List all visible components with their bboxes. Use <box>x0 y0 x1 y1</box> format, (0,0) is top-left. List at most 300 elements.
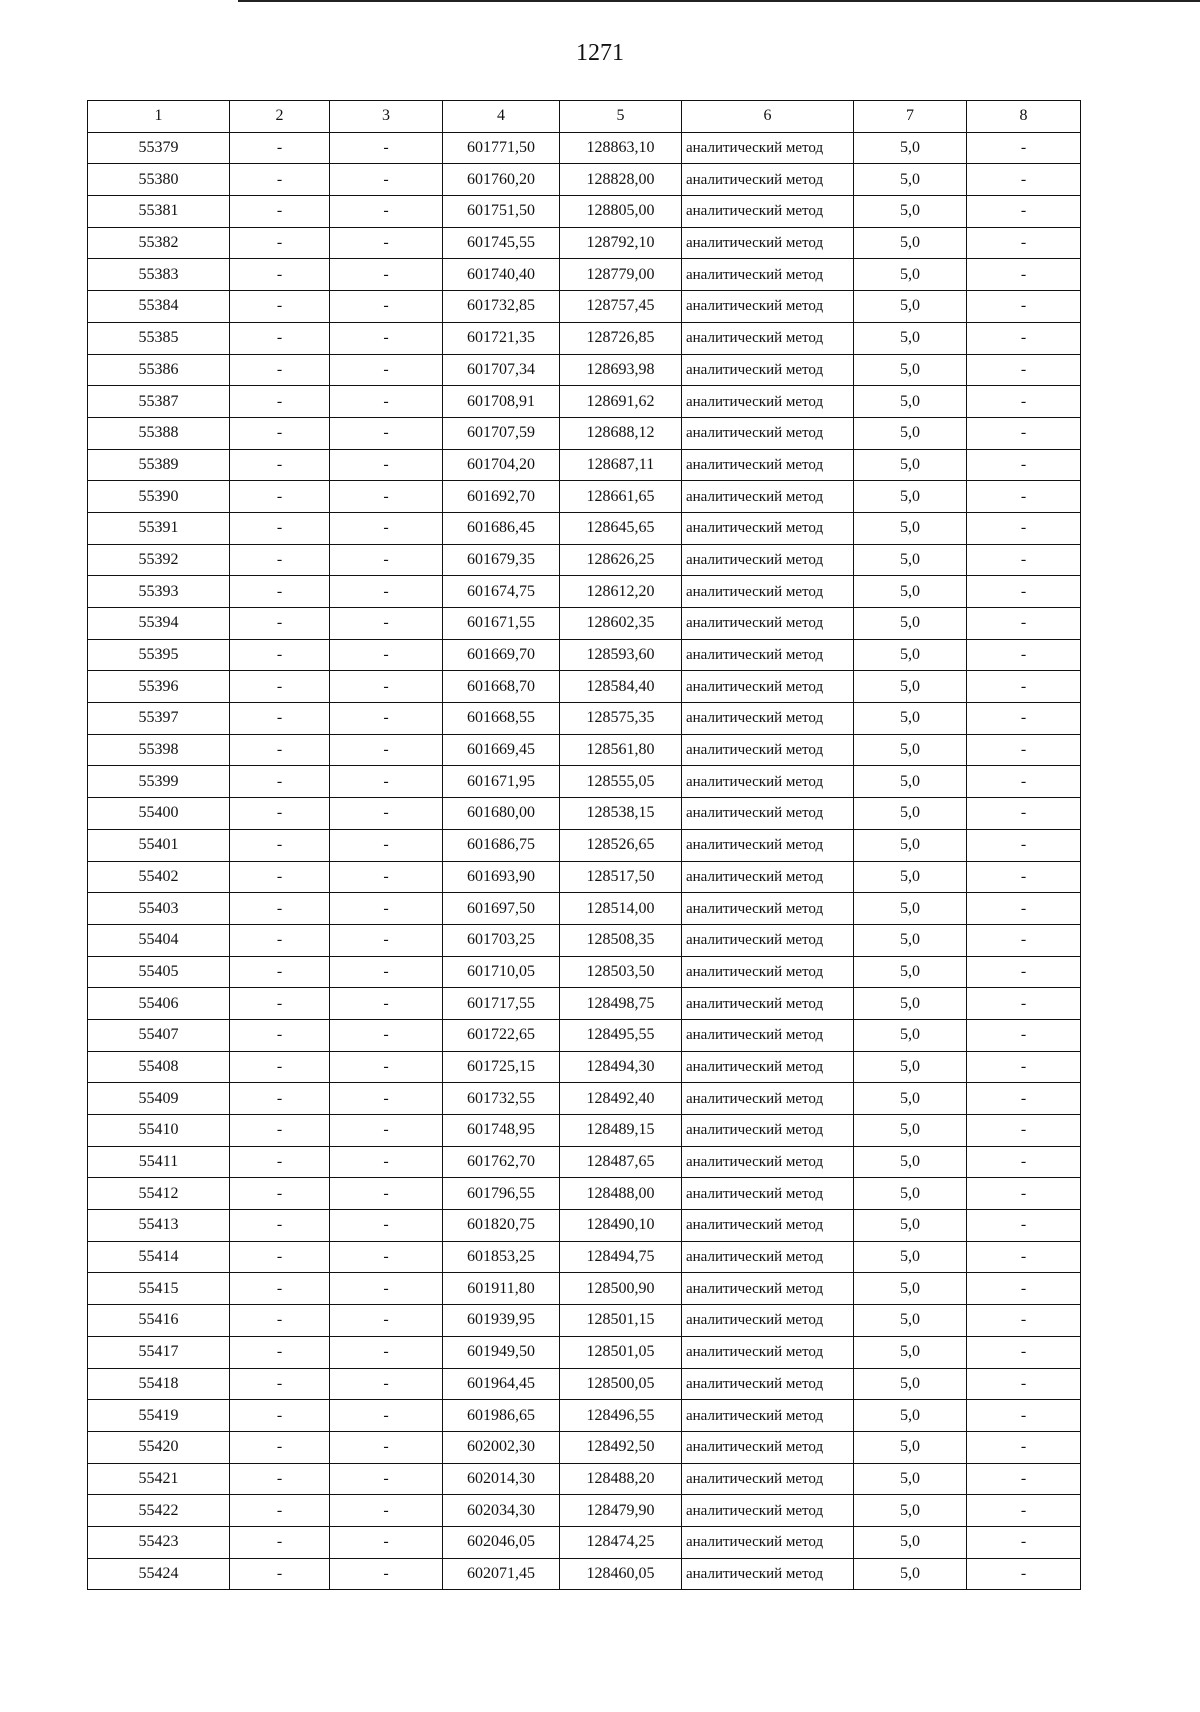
table-row <box>88 1368 1081 1400</box>
table-row <box>88 544 1081 576</box>
x-coordinate-cell: 601717,55 <box>443 988 560 1020</box>
accuracy-cell: 5,0 <box>854 164 967 196</box>
y-coordinate-cell: 128479,90 <box>560 1495 682 1527</box>
method-cell: аналитический метод <box>682 988 854 1020</box>
point-number-cell: 55420 <box>88 1431 230 1463</box>
col2-cell: - <box>230 1400 330 1432</box>
col3-cell: - <box>330 1400 443 1432</box>
col3-cell: - <box>330 734 443 766</box>
col8-cell: - <box>967 956 1081 988</box>
accuracy-cell: 5,0 <box>854 1241 967 1273</box>
method-cell: аналитический метод <box>682 861 854 893</box>
point-number-cell: 55417 <box>88 1336 230 1368</box>
col8-cell: - <box>967 1210 1081 1242</box>
col8-cell: - <box>967 1336 1081 1368</box>
x-coordinate-cell: 601707,59 <box>443 417 560 449</box>
column-header: 6 <box>682 101 854 133</box>
col8-cell: - <box>967 544 1081 576</box>
col3-cell: - <box>330 1368 443 1400</box>
col8-cell: - <box>967 829 1081 861</box>
y-coordinate-cell: 128500,90 <box>560 1273 682 1305</box>
accuracy-cell: 5,0 <box>854 798 967 830</box>
table-row <box>88 1051 1081 1083</box>
point-number-cell: 55415 <box>88 1273 230 1305</box>
y-coordinate-cell: 128514,00 <box>560 893 682 925</box>
point-number-cell: 55402 <box>88 861 230 893</box>
col8-cell: - <box>967 924 1081 956</box>
col2-cell: - <box>230 1273 330 1305</box>
x-coordinate-cell: 601732,55 <box>443 1083 560 1115</box>
point-number-cell: 55410 <box>88 1115 230 1147</box>
col8-cell: - <box>967 703 1081 735</box>
accuracy-cell: 5,0 <box>854 924 967 956</box>
method-cell: аналитический метод <box>682 354 854 386</box>
col3-cell: - <box>330 164 443 196</box>
col2-cell: - <box>230 1019 330 1051</box>
point-number-cell: 55423 <box>88 1526 230 1558</box>
y-coordinate-cell: 128498,75 <box>560 988 682 1020</box>
accuracy-cell: 5,0 <box>854 1305 967 1337</box>
col2-cell: - <box>230 766 330 798</box>
col8-cell: - <box>967 1558 1081 1590</box>
col3-cell: - <box>330 829 443 861</box>
col8-cell: - <box>967 766 1081 798</box>
accuracy-cell: 5,0 <box>854 1051 967 1083</box>
y-coordinate-cell: 128555,05 <box>560 766 682 798</box>
x-coordinate-cell: 602014,30 <box>443 1463 560 1495</box>
point-number-cell: 55391 <box>88 512 230 544</box>
point-number-cell: 55398 <box>88 734 230 766</box>
col8-cell: - <box>967 1019 1081 1051</box>
table-row <box>88 1526 1081 1558</box>
x-coordinate-cell: 601671,95 <box>443 766 560 798</box>
accuracy-cell: 5,0 <box>854 322 967 354</box>
col8-cell: - <box>967 1368 1081 1400</box>
coordinates-table <box>87 100 1081 1590</box>
x-coordinate-cell: 601707,34 <box>443 354 560 386</box>
col3-cell: - <box>330 703 443 735</box>
y-coordinate-cell: 128645,65 <box>560 512 682 544</box>
col3-cell: - <box>330 639 443 671</box>
accuracy-cell: 5,0 <box>854 576 967 608</box>
y-coordinate-cell: 128688,12 <box>560 417 682 449</box>
table-row <box>88 1305 1081 1337</box>
table-row <box>88 988 1081 1020</box>
method-cell: аналитический метод <box>682 449 854 481</box>
col3-cell: - <box>330 671 443 703</box>
method-cell: аналитический метод <box>682 132 854 164</box>
col2-cell: - <box>230 703 330 735</box>
col2-cell: - <box>230 1368 330 1400</box>
col8-cell: - <box>967 322 1081 354</box>
table-row <box>88 1115 1081 1147</box>
method-cell: аналитический метод <box>682 829 854 861</box>
accuracy-cell: 5,0 <box>854 1336 967 1368</box>
col8-cell: - <box>967 1400 1081 1432</box>
point-number-cell: 55419 <box>88 1400 230 1432</box>
accuracy-cell: 5,0 <box>854 956 967 988</box>
method-cell: аналитический метод <box>682 417 854 449</box>
x-coordinate-cell: 601748,95 <box>443 1115 560 1147</box>
col8-cell: - <box>967 512 1081 544</box>
point-number-cell: 55401 <box>88 829 230 861</box>
point-number-cell: 55390 <box>88 481 230 513</box>
col2-cell: - <box>230 639 330 671</box>
col2-cell: - <box>230 132 330 164</box>
col2-cell: - <box>230 1495 330 1527</box>
point-number-cell: 55396 <box>88 671 230 703</box>
col2-cell: - <box>230 798 330 830</box>
table-row <box>88 829 1081 861</box>
y-coordinate-cell: 128496,55 <box>560 1400 682 1432</box>
column-header: 8 <box>967 101 1081 133</box>
x-coordinate-cell: 601686,75 <box>443 829 560 861</box>
accuracy-cell: 5,0 <box>854 1400 967 1432</box>
col8-cell: - <box>967 671 1081 703</box>
table-row <box>88 1210 1081 1242</box>
table-row <box>88 1336 1081 1368</box>
x-coordinate-cell: 601704,20 <box>443 449 560 481</box>
point-number-cell: 55413 <box>88 1210 230 1242</box>
col3-cell: - <box>330 291 443 323</box>
table-row <box>88 608 1081 640</box>
point-number-cell: 55387 <box>88 386 230 418</box>
point-number-cell: 55383 <box>88 259 230 291</box>
y-coordinate-cell: 128863,10 <box>560 132 682 164</box>
col3-cell: - <box>330 417 443 449</box>
method-cell: аналитический метод <box>682 227 854 259</box>
table-row <box>88 639 1081 671</box>
table-row <box>88 227 1081 259</box>
col2-cell: - <box>230 988 330 1020</box>
x-coordinate-cell: 601760,20 <box>443 164 560 196</box>
col3-cell: - <box>330 1241 443 1273</box>
x-coordinate-cell: 601686,45 <box>443 512 560 544</box>
table-row <box>88 481 1081 513</box>
table-row <box>88 196 1081 228</box>
table-row <box>88 861 1081 893</box>
y-coordinate-cell: 128593,60 <box>560 639 682 671</box>
x-coordinate-cell: 601722,65 <box>443 1019 560 1051</box>
y-coordinate-cell: 128612,20 <box>560 576 682 608</box>
x-coordinate-cell: 601669,70 <box>443 639 560 671</box>
col3-cell: - <box>330 132 443 164</box>
table-row <box>88 386 1081 418</box>
col8-cell: - <box>967 576 1081 608</box>
point-number-cell: 55400 <box>88 798 230 830</box>
accuracy-cell: 5,0 <box>854 1273 967 1305</box>
method-cell: аналитический метод <box>682 639 854 671</box>
point-number-cell: 55414 <box>88 1241 230 1273</box>
col3-cell: - <box>330 386 443 418</box>
y-coordinate-cell: 128501,05 <box>560 1336 682 1368</box>
col2-cell: - <box>230 196 330 228</box>
x-coordinate-cell: 602034,30 <box>443 1495 560 1527</box>
table-row <box>88 924 1081 956</box>
x-coordinate-cell: 601762,70 <box>443 1146 560 1178</box>
col8-cell: - <box>967 1241 1081 1273</box>
y-coordinate-cell: 128474,25 <box>560 1526 682 1558</box>
accuracy-cell: 5,0 <box>854 861 967 893</box>
col3-cell: - <box>330 512 443 544</box>
x-coordinate-cell: 601732,85 <box>443 291 560 323</box>
col8-cell: - <box>967 132 1081 164</box>
method-cell: аналитический метод <box>682 259 854 291</box>
table-row <box>88 354 1081 386</box>
col3-cell: - <box>330 544 443 576</box>
col3-cell: - <box>330 608 443 640</box>
accuracy-cell: 5,0 <box>854 829 967 861</box>
col3-cell: - <box>330 1083 443 1115</box>
col8-cell: - <box>967 1051 1081 1083</box>
x-coordinate-cell: 601853,25 <box>443 1241 560 1273</box>
method-cell: аналитический метод <box>682 1146 854 1178</box>
method-cell: аналитический метод <box>682 798 854 830</box>
method-cell: аналитический метод <box>682 703 854 735</box>
y-coordinate-cell: 128492,40 <box>560 1083 682 1115</box>
table-row <box>88 449 1081 481</box>
accuracy-cell: 5,0 <box>854 1368 967 1400</box>
method-cell: аналитический метод <box>682 1115 854 1147</box>
x-coordinate-cell: 601771,50 <box>443 132 560 164</box>
col3-cell: - <box>330 1273 443 1305</box>
method-cell: аналитический метод <box>682 1526 854 1558</box>
col8-cell: - <box>967 1083 1081 1115</box>
table-row <box>88 1273 1081 1305</box>
method-cell: аналитический метод <box>682 1273 854 1305</box>
x-coordinate-cell: 602071,45 <box>443 1558 560 1590</box>
col3-cell: - <box>330 1558 443 1590</box>
accuracy-cell: 5,0 <box>854 1146 967 1178</box>
accuracy-cell: 5,0 <box>854 1463 967 1495</box>
point-number-cell: 55412 <box>88 1178 230 1210</box>
x-coordinate-cell: 601708,91 <box>443 386 560 418</box>
point-number-cell: 55385 <box>88 322 230 354</box>
accuracy-cell: 5,0 <box>854 1431 967 1463</box>
accuracy-cell: 5,0 <box>854 639 967 671</box>
col3-cell: - <box>330 227 443 259</box>
x-coordinate-cell: 602046,05 <box>443 1526 560 1558</box>
point-number-cell: 55405 <box>88 956 230 988</box>
y-coordinate-cell: 128489,15 <box>560 1115 682 1147</box>
y-coordinate-cell: 128526,65 <box>560 829 682 861</box>
table-row <box>88 1178 1081 1210</box>
table-row <box>88 576 1081 608</box>
table-row <box>88 1463 1081 1495</box>
x-coordinate-cell: 601671,55 <box>443 608 560 640</box>
method-cell: аналитический метод <box>682 1495 854 1527</box>
point-number-cell: 55389 <box>88 449 230 481</box>
accuracy-cell: 5,0 <box>854 196 967 228</box>
col3-cell: - <box>330 956 443 988</box>
col8-cell: - <box>967 988 1081 1020</box>
x-coordinate-cell: 601911,80 <box>443 1273 560 1305</box>
col2-cell: - <box>230 512 330 544</box>
point-number-cell: 55416 <box>88 1305 230 1337</box>
table-row <box>88 893 1081 925</box>
col2-cell: - <box>230 1083 330 1115</box>
point-number-cell: 55384 <box>88 291 230 323</box>
y-coordinate-cell: 128584,40 <box>560 671 682 703</box>
accuracy-cell: 5,0 <box>854 734 967 766</box>
col2-cell: - <box>230 1558 330 1590</box>
table-header-row <box>88 101 1081 133</box>
x-coordinate-cell: 601949,50 <box>443 1336 560 1368</box>
col8-cell: - <box>967 386 1081 418</box>
table-row <box>88 1083 1081 1115</box>
y-coordinate-cell: 128487,65 <box>560 1146 682 1178</box>
accuracy-cell: 5,0 <box>854 893 967 925</box>
point-number-cell: 55408 <box>88 1051 230 1083</box>
col2-cell: - <box>230 1115 330 1147</box>
y-coordinate-cell: 128490,10 <box>560 1210 682 1242</box>
col8-cell: - <box>967 354 1081 386</box>
y-coordinate-cell: 128494,75 <box>560 1241 682 1273</box>
method-cell: аналитический метод <box>682 734 854 766</box>
col8-cell: - <box>967 1526 1081 1558</box>
method-cell: аналитический метод <box>682 1178 854 1210</box>
col8-cell: - <box>967 1273 1081 1305</box>
column-header: 2 <box>230 101 330 133</box>
point-number-cell: 55381 <box>88 196 230 228</box>
col8-cell: - <box>967 291 1081 323</box>
accuracy-cell: 5,0 <box>854 481 967 513</box>
table-row <box>88 798 1081 830</box>
y-coordinate-cell: 128517,50 <box>560 861 682 893</box>
table-row <box>88 1019 1081 1051</box>
col8-cell: - <box>967 1178 1081 1210</box>
column-header: 1 <box>88 101 230 133</box>
col2-cell: - <box>230 829 330 861</box>
col2-cell: - <box>230 354 330 386</box>
point-number-cell: 55411 <box>88 1146 230 1178</box>
y-coordinate-cell: 128503,50 <box>560 956 682 988</box>
point-number-cell: 55394 <box>88 608 230 640</box>
col8-cell: - <box>967 1146 1081 1178</box>
col2-cell: - <box>230 544 330 576</box>
method-cell: аналитический метод <box>682 196 854 228</box>
col2-cell: - <box>230 1210 330 1242</box>
point-number-cell: 55418 <box>88 1368 230 1400</box>
y-coordinate-cell: 128626,25 <box>560 544 682 576</box>
method-cell: аналитический метод <box>682 893 854 925</box>
col2-cell: - <box>230 1336 330 1368</box>
col2-cell: - <box>230 1051 330 1083</box>
col3-cell: - <box>330 1305 443 1337</box>
point-number-cell: 55424 <box>88 1558 230 1590</box>
col3-cell: - <box>330 259 443 291</box>
y-coordinate-cell: 128508,35 <box>560 924 682 956</box>
col3-cell: - <box>330 1115 443 1147</box>
col8-cell: - <box>967 861 1081 893</box>
x-coordinate-cell: 601692,70 <box>443 481 560 513</box>
col8-cell: - <box>967 227 1081 259</box>
col8-cell: - <box>967 639 1081 671</box>
method-cell: аналитический метод <box>682 386 854 418</box>
method-cell: аналитический метод <box>682 608 854 640</box>
x-coordinate-cell: 601745,55 <box>443 227 560 259</box>
y-coordinate-cell: 128691,62 <box>560 386 682 418</box>
col2-cell: - <box>230 924 330 956</box>
column-header: 5 <box>560 101 682 133</box>
method-cell: аналитический метод <box>682 1305 854 1337</box>
method-cell: аналитический метод <box>682 1210 854 1242</box>
x-coordinate-cell: 601939,95 <box>443 1305 560 1337</box>
col3-cell: - <box>330 1146 443 1178</box>
col3-cell: - <box>330 1336 443 1368</box>
point-number-cell: 55388 <box>88 417 230 449</box>
y-coordinate-cell: 128488,20 <box>560 1463 682 1495</box>
x-coordinate-cell: 601725,15 <box>443 1051 560 1083</box>
point-number-cell: 55421 <box>88 1463 230 1495</box>
point-number-cell: 55386 <box>88 354 230 386</box>
y-coordinate-cell: 128779,00 <box>560 259 682 291</box>
method-cell: аналитический метод <box>682 1463 854 1495</box>
method-cell: аналитический метод <box>682 671 854 703</box>
col8-cell: - <box>967 1463 1081 1495</box>
col8-cell: - <box>967 259 1081 291</box>
table-row <box>88 259 1081 291</box>
y-coordinate-cell: 128561,80 <box>560 734 682 766</box>
accuracy-cell: 5,0 <box>854 1210 967 1242</box>
y-coordinate-cell: 128494,30 <box>560 1051 682 1083</box>
accuracy-cell: 5,0 <box>854 259 967 291</box>
point-number-cell: 55406 <box>88 988 230 1020</box>
x-coordinate-cell: 601679,35 <box>443 544 560 576</box>
method-cell: аналитический метод <box>682 1241 854 1273</box>
x-coordinate-cell: 601674,75 <box>443 576 560 608</box>
y-coordinate-cell: 128460,05 <box>560 1558 682 1590</box>
accuracy-cell: 5,0 <box>854 766 967 798</box>
table-row <box>88 512 1081 544</box>
col2-cell: - <box>230 1431 330 1463</box>
col3-cell: - <box>330 924 443 956</box>
col8-cell: - <box>967 1115 1081 1147</box>
col3-cell: - <box>330 1051 443 1083</box>
page-number: 1271 <box>576 40 624 66</box>
table-row <box>88 956 1081 988</box>
x-coordinate-cell: 601693,90 <box>443 861 560 893</box>
table-row <box>88 1431 1081 1463</box>
y-coordinate-cell: 128757,45 <box>560 291 682 323</box>
table-body <box>88 132 1081 1590</box>
col2-cell: - <box>230 164 330 196</box>
accuracy-cell: 5,0 <box>854 1526 967 1558</box>
col2-cell: - <box>230 1146 330 1178</box>
method-cell: аналитический метод <box>682 956 854 988</box>
y-coordinate-cell: 128828,00 <box>560 164 682 196</box>
col2-cell: - <box>230 956 330 988</box>
col3-cell: - <box>330 893 443 925</box>
col8-cell: - <box>967 734 1081 766</box>
method-cell: аналитический метод <box>682 1051 854 1083</box>
col2-cell: - <box>230 1463 330 1495</box>
col8-cell: - <box>967 1431 1081 1463</box>
x-coordinate-cell: 601710,05 <box>443 956 560 988</box>
accuracy-cell: 5,0 <box>854 1558 967 1590</box>
x-coordinate-cell: 601668,55 <box>443 703 560 735</box>
point-number-cell: 55399 <box>88 766 230 798</box>
col2-cell: - <box>230 322 330 354</box>
accuracy-cell: 5,0 <box>854 1083 967 1115</box>
top-rule <box>238 0 1200 2</box>
x-coordinate-cell: 601820,75 <box>443 1210 560 1242</box>
col3-cell: - <box>330 576 443 608</box>
point-number-cell: 55380 <box>88 164 230 196</box>
col3-cell: - <box>330 1019 443 1051</box>
col3-cell: - <box>330 481 443 513</box>
col2-cell: - <box>230 1178 330 1210</box>
